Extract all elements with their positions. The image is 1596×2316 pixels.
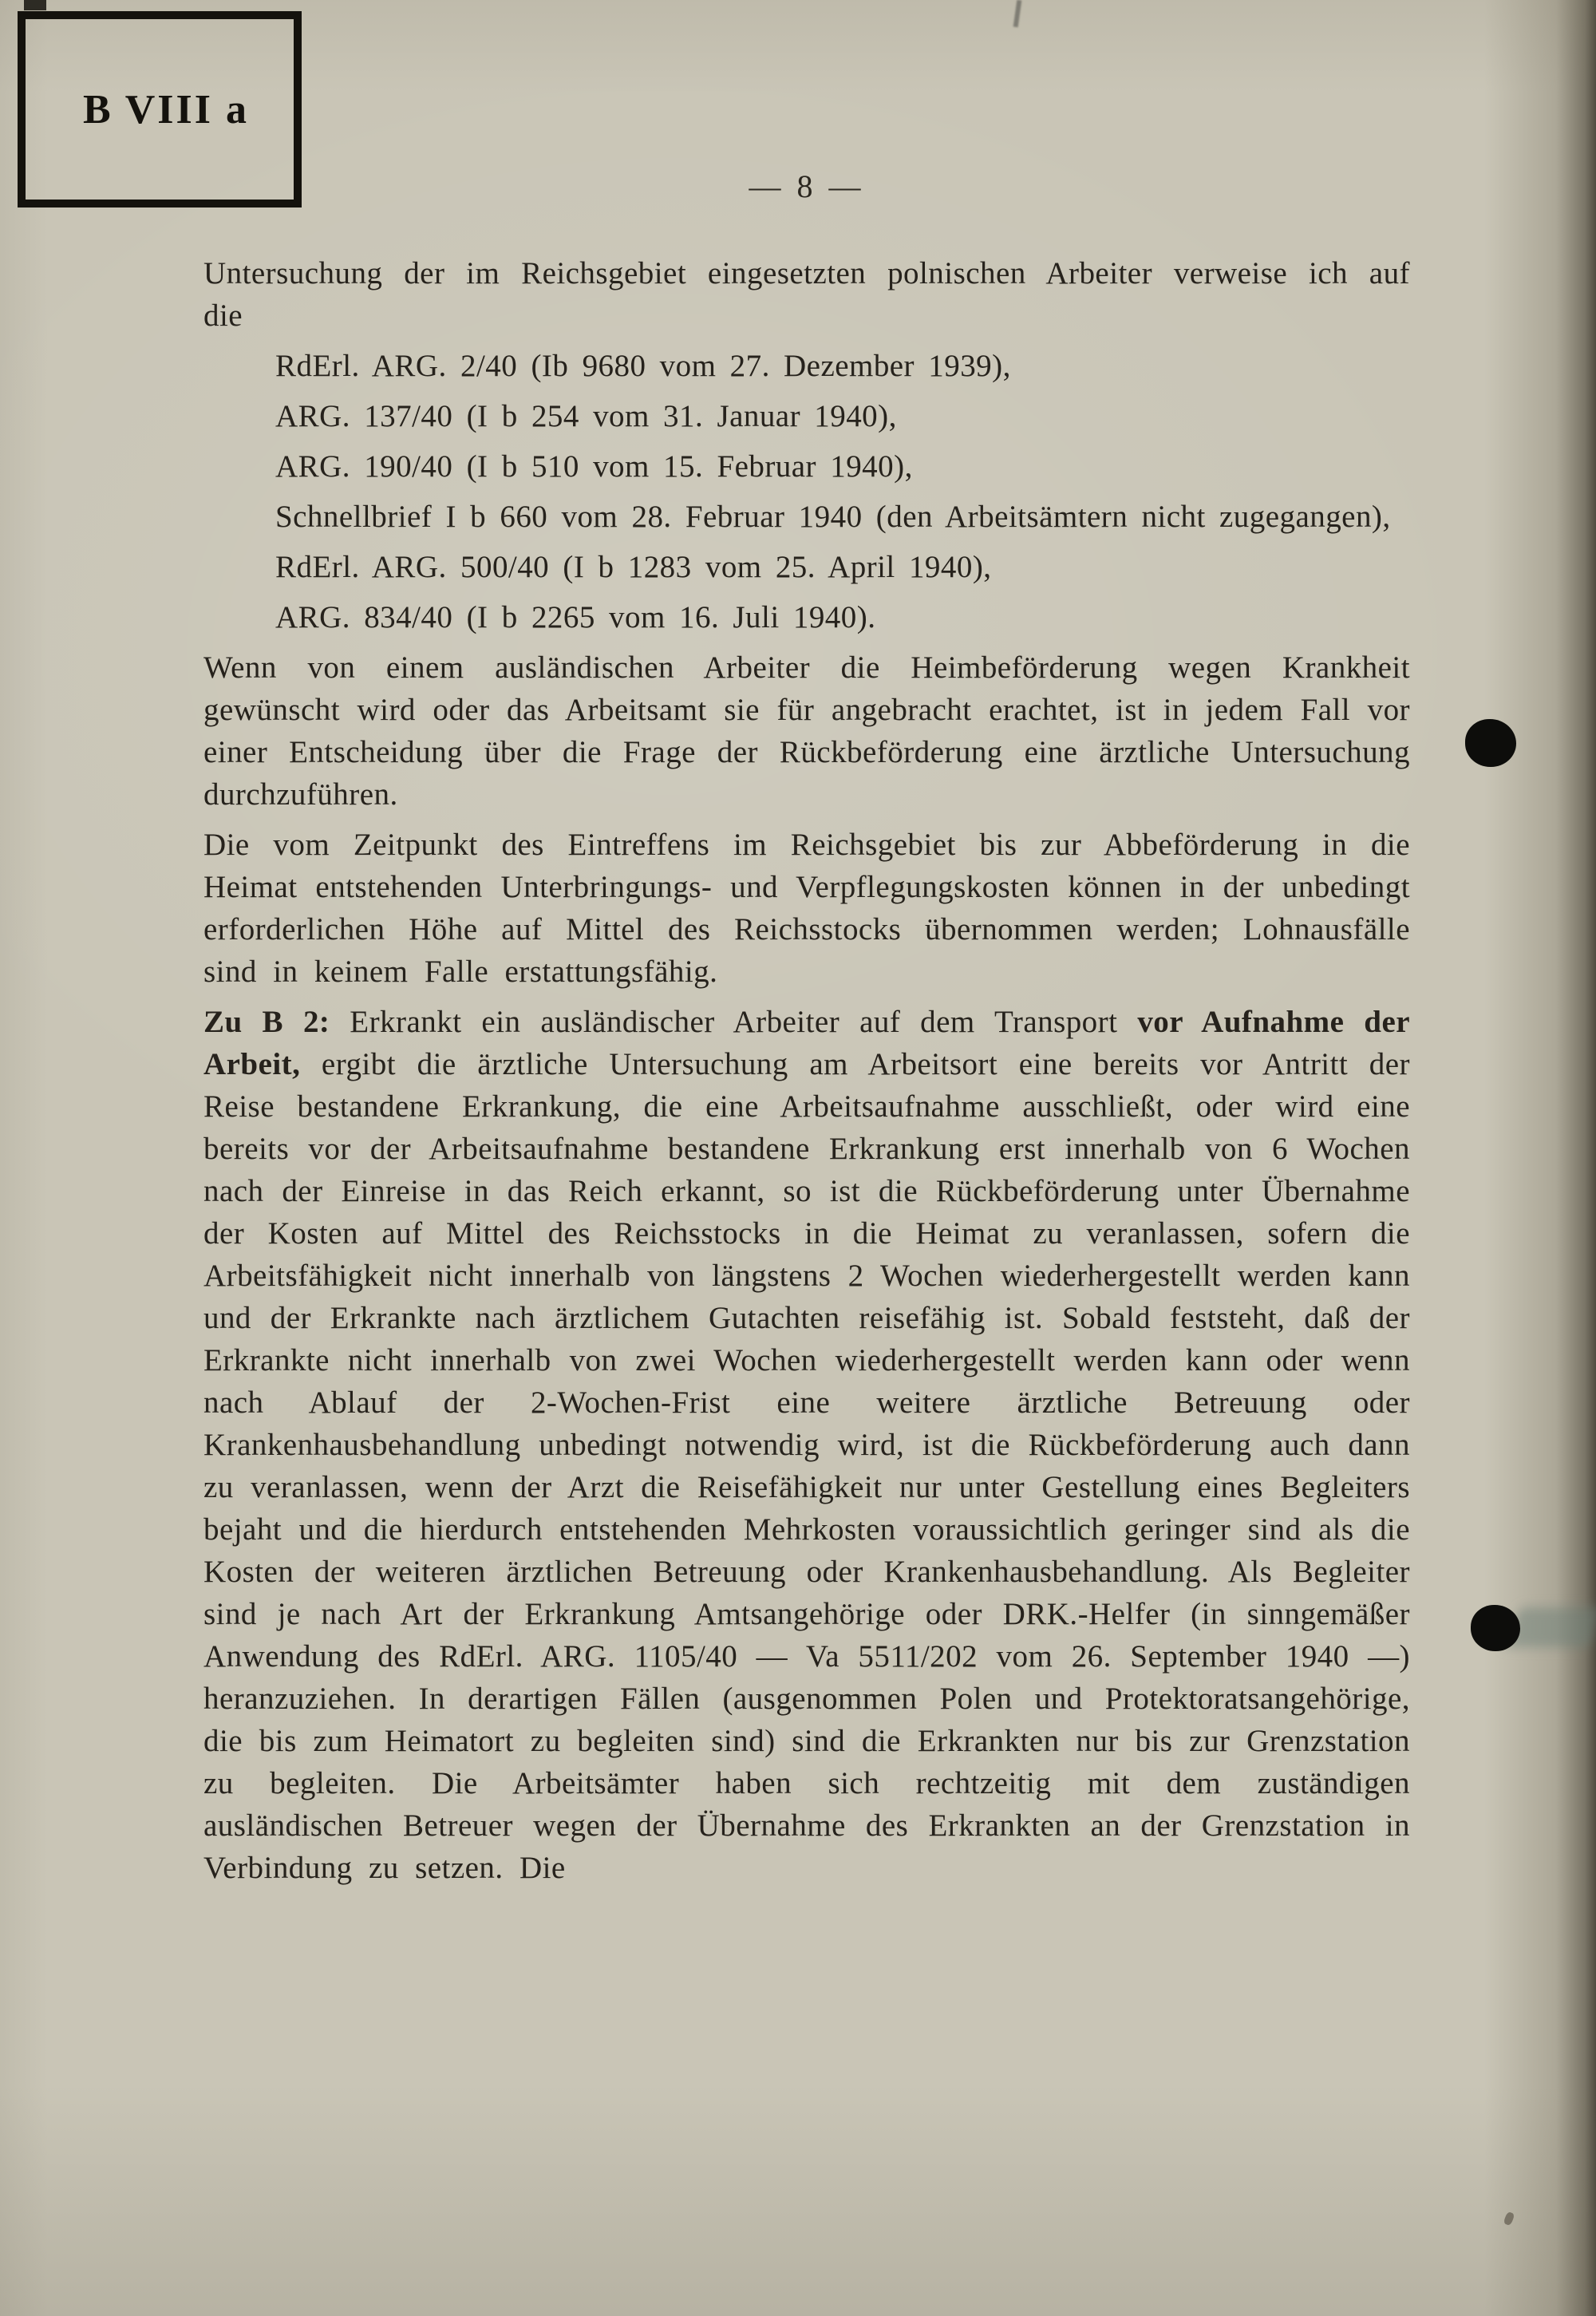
- decree-item: ARG. 834/40 (I b 2265 vom 16. Juli 1940).: [275, 600, 876, 634]
- paragraph-costs: Die vom Zeitpunkt des Eintreffens im Reichsgebiet bis zur Abbeförderung in die Heimat entstehenden Unterbringungs- und Verpflegungskosten können in der unbedingt erforderlichen Höhe auf Mittel des Reichsstocks übernommen werden; Lohnausfälle sind in keinem Falle erstattungsfähig.: [203, 828, 1410, 989]
- paragraph-zu-b2: [203, 1001, 1410, 1889]
- decree-item: Schnellbrief I b 660 vom 28. Februar 1940 (den Arbeitsämtern nicht zugegangen),: [275, 500, 1391, 534]
- paragraph-sickness: Wenn von einem ausländischen Arbeiter die Heimbeförderung wegen Krankheit gewünscht wird oder das Arbeitsamt sie für angebracht erachtet, ist in jedem Fall vor einer Entscheidung über die Frage der Rückbeförderung eine ärztliche Untersuchung durchzuführen.: [203, 650, 1410, 812]
- paragraph-zu-b2-rest: ergibt die ärztliche Untersuchung am Arbeitsort eine bereits vor Antritt der Reise bestandene Erkrankung, die eine Arbeitsaufnahme ausschließt, oder wird eine bereits vor der Arbeitsaufnahme bestandene Erkrankung erst innerhalb von 6 Wochen nach der Einreise in das Reich erkannt, so ist die Rückbeförderung unter Übernahme der Kosten auf Mittel des Reichsstocks in die Heimat zu veranlassen, sofern die Arbeitsfähigkeit nicht innerhalb von längstens 2 Wochen wiederhergestellt werden kann und der Erkrankte nach ärztlichem Gutachten reisefähig ist. Sobald feststeht, daß der Erkrankte nicht innerhalb von zwei Wochen wiederhergestellt werden kann oder wenn nach Ablauf der 2-Wochen-Frist eine weitere ärztliche Betreuung oder Krankenhausbehandlung unbedingt notwendig wird, ist die Rückbeförderung auch dann zu veranlassen, wenn der Arzt die Reisefähigkeit nur unter Gestellung eines Begleiters bejaht und die hierdurch entstehenden Mehrkosten voraussichtlich geringer sind als die Kosten der weiteren ärztlichen Betreuung oder Krankenhausbehandlung. Als Begleiter sind je nach Art der Erkrankung Amtsangehörige oder DRK.-Helfer (in sinngemäßer Anwendung des RdErl. ARG. 1105/40 — Va 5511/202 vom 26. September 1940 —) heranzuziehen. In derartigen Fällen (ausgenommen Polen und Protektoratsangehörige, die bis zum Heimatort zu begleiten sind) sind die Erkrankten nur bis zur Grenzstation zu begleiten. Die Arbeitsämter haben sich rechtzeitig mit dem zuständigen ausländischen Betreuer wegen der Übernahme des Erkrankten an der Grenzstation in Verbindung zu setzen. Die: [203, 1047, 1410, 1885]
- paragraph-zu-b2-lead: Erkrankt ein ausländischer Arbeiter auf dem Transport: [330, 1005, 1138, 1039]
- page-number: — 8 —: [749, 168, 865, 204]
- scan-corner-mark: [24, 0, 46, 10]
- decree-item: ARG. 190/40 (I b 510 vom 15. Februar 1940),: [275, 449, 913, 484]
- hole-punch-top: [1465, 719, 1516, 767]
- decree-item: RdErl. ARG. 500/40 (I b 1283 vom 25. April 1940),: [275, 550, 992, 584]
- decree-item: RdErl. ARG. 2/40 (Ib 9680 vom 27. Dezember 1939),: [275, 349, 1011, 383]
- document-body: [203, 252, 1410, 1897]
- paragraph-zu-b2-bold-phrase: vor Aufnahme der Arbeit,: [203, 1005, 1410, 1081]
- hole-punch-bottom: [1471, 1605, 1520, 1651]
- paragraph-zu-b2-label: Zu B 2:: [203, 1005, 330, 1039]
- decree-item: ARG. 137/40 (I b 254 vom 31. Januar 1940),: [275, 399, 897, 433]
- paragraph-intro: Untersuchung der im Reichsgebiet eingesetzten polnischen Arbeiter verweise ich auf die: [203, 256, 1410, 333]
- scan-artifact-top: [1013, 0, 1022, 27]
- section-label: B VIII a: [83, 86, 250, 132]
- decree-list: [203, 345, 1410, 638]
- scan-speck: [1503, 2211, 1515, 2227]
